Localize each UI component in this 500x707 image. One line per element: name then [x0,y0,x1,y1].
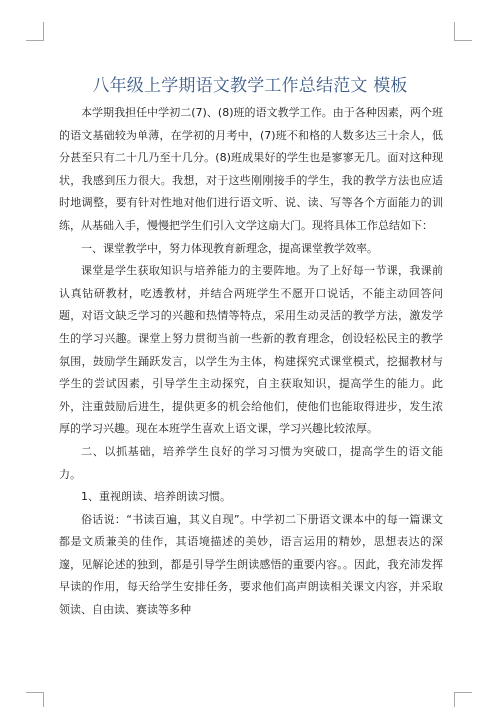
paragraph-classroom: 课堂是学生获取知识与培养能力的主要阵地。为了上好每一节课，我课前认真钻研教材，吃透教材，并结合两班学生不愿开口说话，不能主动回答问题，对语文缺乏学习的兴趣和热情等特点，采用生动灵活的教学方法，激发学生的学习兴趣。课堂上努力贯彻当前一些新的教育理念，创设轻松民主的教学氛围，鼓励学生踊跃发言，以学生为主体，构建探究式课堂模式，挖掘教材与学生的尝试因素，引导学生主动探究，自主获取知识，提高学生的能力。此外，注重鼓励后进生，提供更多的机会给他们，使他们也能取得进步，发生浓厚的学习兴趣。现在本班学生喜欢上语文课，学习兴趣比较浓厚。 [59,264,443,436]
subsection-heading-1: 1、重视朗读、培养朗读习惯。 [81,490,231,504]
crop-mark-bottom-left [43,692,44,707]
crop-mark-bottom-right [454,692,455,707]
document-body [59,102,443,622]
crop-mark-bottom-left [26,692,44,693]
crop-mark-top-right [454,22,455,41]
paragraph-intro: 本学期我担任中学初二(7)、(8)班的语文教学工作。由于各种因素，两个班的语文基础较为单薄，在学初的月考中，(7)班不和格的人数多达三十余人，低分甚至只有二十几乃至十几分。(8)班成果好的学生也是寥寥无几。面对这种现状，我感到压力很大。我想，对于这些刚刚接手的学生，我的教学方法也应适时地调整，要有针对性地对他们进行语文听、说、读、写等各个方面能力的训练，从基础入手，慢慢把学生们引入文学这扇大门。现将具体工作总结如下： [59,106,443,232]
crop-mark-top-left [26,40,44,41]
section-heading-1: 一、课堂教学中，努力体现教育新理念，提高课堂教学效率。 [81,241,378,255]
paragraph-reading: 俗话说：“书读百遍，其义自现”。中学初二下册语文课本中的每一篇课文都是文质兼美的佳作，其语境描述的美妙，语言运用的精妙，思想表达的深邃，见解论述的独到，都是引导学生朗读感悟的重要内容。。因此，我充沛发挥早读的作用，每天给学生安排任务，要求他们高声朗读相关课文内容，并采取领读、自由读、赛读等多种 [59,512,443,617]
crop-mark-top-left [43,22,44,41]
crop-mark-top-right [454,40,472,41]
crop-mark-bottom-right [454,692,472,693]
document-title: 八年级上学期语文教学工作总结范文 模板 [92,76,408,97]
section-heading-2: 二、以抓基础，培养学生良好的学习习惯为突破口，提高学生的语文能力。 [59,444,443,481]
